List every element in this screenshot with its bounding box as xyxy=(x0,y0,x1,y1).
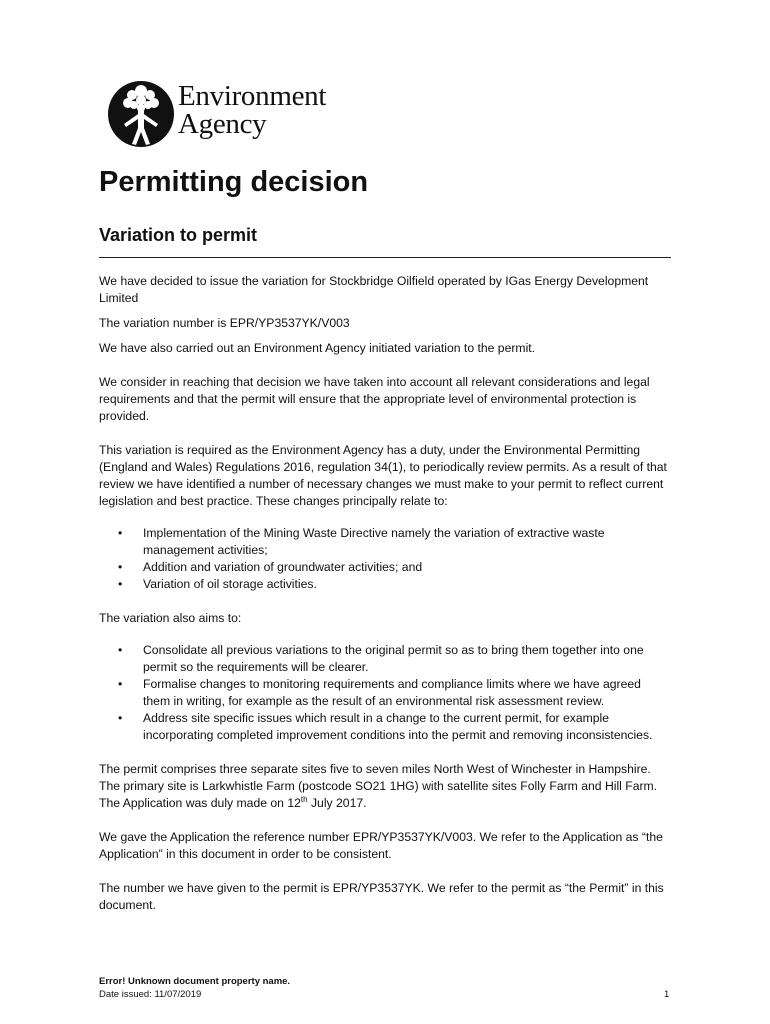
bullet-icon: • xyxy=(118,711,123,725)
paragraph-reference: We gave the Application the reference number EPR/YP3537YK/V003. We refer to the Application as “the Application” in this document in order to be consistent. xyxy=(99,830,663,861)
bullet-icon: • xyxy=(118,560,123,574)
document-body xyxy=(99,273,671,931)
logo-wordmark-line2: Agency xyxy=(178,108,267,140)
list-item: • Implementation of the Mining Waste Directive namely the variation of extractive waste management activities; xyxy=(118,526,605,557)
paragraph-sites: The permit comprises three separate sites five to seven miles North West of Winchester in Hampshire. The primary site is Larkwhistle Farm (postcode SO21 1HG) with satellite sites Folly Farm and Hill Farm. The Application was duly made on 12th July 2017. xyxy=(99,762,658,810)
paragraph-operator: We have decided to issue the variation for Stockbridge Oilfield operated by IGas Energy Development Limited xyxy=(99,274,649,305)
footer-error-text: Error! Unknown document property name. xyxy=(99,976,291,987)
list-item: • Consolidate all previous variations to the original permit so as to bring them together into one permit so the requirements will be clearer. xyxy=(118,643,644,674)
bullet-icon: • xyxy=(118,643,123,657)
footer-date-issued: Date issued: 11/07/2019 xyxy=(99,989,202,1000)
list-item: • Address site specific issues which result in a change to the current permit, for example incorporating completed improvement conditions into the permit and removing inconsistencies. xyxy=(118,711,653,742)
tree-figure-icon xyxy=(108,78,174,150)
paragraph-ea-variation: We have also carried out an Environment Agency initiated variation to the permit. xyxy=(99,341,536,355)
paragraph-aims: The variation also aims to: xyxy=(99,611,242,625)
logo-wordmark-line1: Environment xyxy=(178,80,327,112)
environment-agency-logo xyxy=(108,78,348,150)
paragraph-considerations: We consider in reaching that decision we have taken into account all relevant considerations and legal requirements and that the permit will ensure that the appropriate level of environmental protection is provided. xyxy=(99,375,650,423)
title-divider xyxy=(99,257,671,258)
changes-list xyxy=(99,525,671,593)
page-number: 1 xyxy=(664,989,670,1000)
bullet-icon: • xyxy=(118,677,123,691)
bullet-icon: • xyxy=(118,577,123,591)
list-item: • Variation of oil storage activities. xyxy=(118,577,317,591)
paragraph-permit-number: The number we have given to the permit is EPR/YP3537YK. We refer to the permit as “the Permit” in this document. xyxy=(99,881,664,912)
bullet-icon: • xyxy=(118,526,123,540)
page-title: Permitting decision xyxy=(99,166,369,198)
paragraph-duty: This variation is required as the Environment Agency has a duty, under the Environmental Permitting (England and Wales) Regulations 2016, regulation 34(1), to periodically review permits. As a result of that review we have identified a number of necessary changes we must make to your permit to reflect current legislation and best practice. These changes principally relate to: xyxy=(99,443,667,508)
list-item: • Formalise changes to monitoring requirements and compliance limits where we have agreed them in writing, for example as the result of an environmental risk assessment review. xyxy=(118,677,641,708)
paragraph-variation-number: The variation number is EPR/YP3537YK/V003 xyxy=(99,316,350,330)
aims-list xyxy=(99,642,671,744)
list-item: • Addition and variation of groundwater activities; and xyxy=(118,560,423,574)
page-subtitle: Variation to permit xyxy=(99,225,258,245)
